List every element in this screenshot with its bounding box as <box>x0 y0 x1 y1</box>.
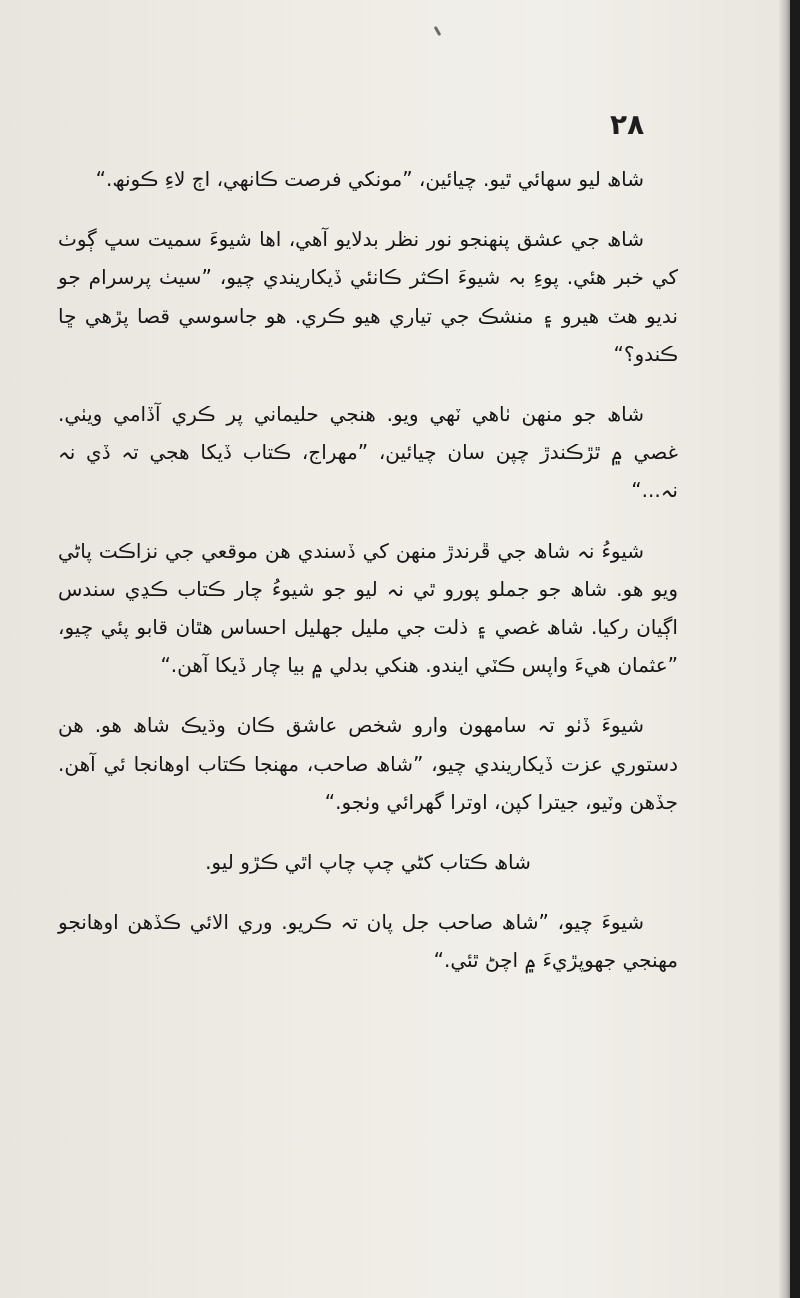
paragraph-3: شاھ جو منھن ٺاھي ٽھي ويو. ھنجي حليماني پر ڪري آڏامي ويٺي. غصي ۾ ٿڙڪندڙ چپن سان چيائين، ”مھراج، ڪتاب ڏيکا ھجي تہ ڏي نہ نہ...“ <box>58 402 678 503</box>
paragraph-7: شيوءَ چيو، ”شاھ صاحب جل پان تہ ڪريو. وري الائي ڪڏھن اوھانجو مھنجي جھوپڙيءَ ۾ اچڻ ٿئي.“ <box>58 910 678 973</box>
page-edge-shadow <box>778 0 790 1298</box>
body-text <box>58 160 678 980</box>
ink-speck <box>434 26 442 36</box>
paragraph-4: شيوءُ نہ شاھ جي ڦرندڙ منھن کي ڏسندي ھن موقعي جي نزاڪت پاڻي ويو ھو. شاھ جو جملو پورو ٿي نہ ليو جو شيوءُ چار ڪتاب ڪڍي سندس اڳيان رکيا. شاھ غصي ۽ ذلت جي مليل جھليل احساس ھٿان قابو پئي چيو، ”عثمان ھيءَ واپس ڪٽي ايندو. ھنکي بدلي ۾ بيا چار ڏيکا آھن.“ <box>58 538 678 678</box>
paragraph-5: شيوءَ ڏٺو تہ سامھون وارو شخص عاشق ڪان وڌيڪ شاھ ھو. ھن دستوري عزت ڏيکاريندي چيو، ”شاھ صاحب، مھنجا ڪتاب اوھانجا ئي آھن. جڏھن وٽيو، جيترا کپن، اوترا گھرائي وٺجو.“ <box>58 713 678 814</box>
paragraph-6: شاھ ڪتاب کڻي چپ چاپ اٿي ڪڙو ليو. <box>205 850 531 875</box>
paragraph-1: شاھ ليو سھائي ٿيو. چيائين، ”مونکي فرصت ڪانھي، اڄ لاءِ ڪونھ.“ <box>95 167 644 191</box>
page-number: ۲۸ <box>610 108 645 141</box>
paragraph-2: شاھ جي عشق پنھنجو نور نظر بدلايو آھي، اھا شيوءَ سميت سڀ ڳوٺ کي خبر ھئي. پوءِ بہ شيوءَ اڪثر ڪانئي ڏيکاريندي چيو، ”سيٺ پرسرام جو نديو ھٽ ھيرو ۽ منشڪ جي تياري ھيو ڪري. ھو جاسوسي قصا پڙھي ڇا ڪندو؟“ <box>58 227 678 366</box>
